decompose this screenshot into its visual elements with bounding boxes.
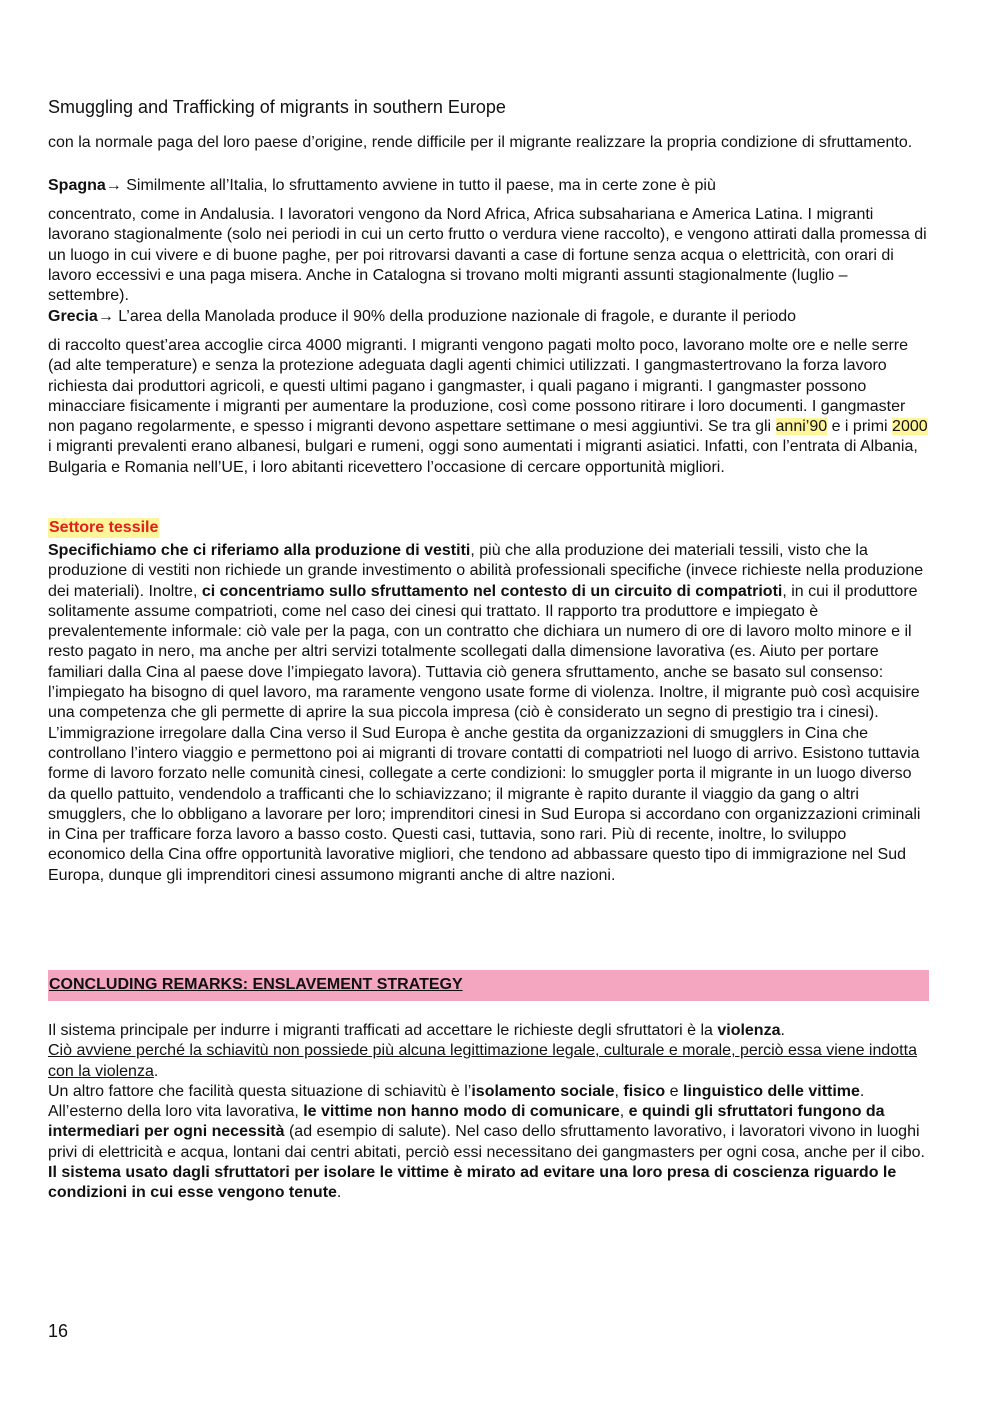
arrow-icon: → — [97, 308, 114, 325]
arrow-icon: → — [105, 177, 122, 194]
grecia-paragraph: di raccolto quest’area accoglie circa 4000 migranti. I migranti vengono pagati molto poco, lavorano molte ore e nelle serre (ad alte temperature) e senza la protezione adeguata dagli agenti chimici utilizzati. I gangmastertrovano la forza lavoro richiesta dai produttori agricoli, e questi ultimi pagano i gangmaster, i quali pagano i migranti. I gangmaster possono minacciare fisicamente i migranti per aumentare la produzione, così come possono ritirare i loro documenti. I gangmaster non pagano regolarmente, e spesso i migranti devono aspettare settimane o mesi aggiuntivi. Se tra gli anni’90 e i primi 2000 i migranti prevalenti erano albanesi, bulgari e rumeni, oggi sono aumentati i migranti asiatici. Infatti, con l’entrata di Albania, Bulgaria e Romania nell’UE, i loro abitanti ricevettero l’occasione di cercare opportunità migliori. — [48, 337, 928, 476]
spagna-label: Spagna — [48, 177, 106, 194]
underlined-sentence: Ciò avviene perché la schiavitù non possiede più alcuna legittimazione legale, culturale e morale, perciò essa viene indotta con la violenza — [48, 1042, 917, 1080]
running-header: Smuggling and Trafficking of migrants in southern Europe — [48, 97, 506, 117]
highlight-anni90: anni’90 — [775, 418, 828, 436]
page-number: 16 — [48, 1321, 69, 1341]
concluding-remarks-band — [48, 970, 929, 1001]
grecia-line: Grecia→ L’area della Manolada produce il 90% della produzione nazionale di fragole, e durante il periodo — [48, 308, 797, 325]
section-title-settore-tessile: Settore tessile — [49, 519, 159, 536]
spagna-paragraph: concentrato, come in Andalusia. I lavoratori vengono da Nord Africa, Africa subsahariana e America Latina. I migranti lavorano stagionalmente (solo nei periodi in cui un certo frutto o verdura viene raccolto), e vengono attirati dalla promessa di un luogo in cui vivere e di buone paghe, per poi ritrovarsi davanti a case di fortune senza acqua o elettricità, con orari di lavoro eccessivi e una paga misera. Anche in Catalogna si trovano molti migranti assunti stagionalmente (luglio – settembre). — [48, 206, 927, 305]
spagna-line: Spagna→ Similmente all’Italia, lo sfruttamento avviene in tutto il paese, ma in certe zone è più — [48, 177, 716, 194]
concluding-paragraph: Il sistema principale per indurre i migranti trafficati ad accettare le richieste degli sfruttatori è la violenza. Ciò avviene perché la schiavitù non possiede più alcuna legittimazione legale, culturale e morale, perciò essa viene indotta con la violenza. Un altro fattore che facilità questa situazione di schiavitù è l’isolamento sociale, fisico e linguistico delle vittime. All’esterno della loro vita lavorativa, le vittime non hanno modo di comunicare, e quindi gli sfruttatori fungono da intermediari per ogni necessità (ad esempio di salute). Nel caso dello sfruttamento lavorativo, i lavoratori vivono in luoghi privi di elettricità e acqua, lontani dai centri abitati, perciò essi necessitano dei gangmasters per ogni cosa, anche per il cibo. Il sistema usato dagli sfruttatori per isolare le vittime è mirato ad evitare una loro presa di coscienza riguardo le condizioni in cui esse vengono tenute. — [48, 1022, 925, 1202]
tessile-paragraph: Specifichiamo che ci riferiamo alla produzione di vestiti, più che alla produzione dei materiali tessili, visto che la produzione di vestiti non richiede un grande investimento o abilità professionali specifiche (invece richieste nella produzione dei materiali). Inoltre, ci concentriamo sullo sfruttamento nel contesto di un circuito di compatrioti, in cui il produttore solitamente assume compatrioti, come nel caso dei cinesi qui trattato. Il rapporto tra produttore e impiegato è prevalentemente informale: ciò vale per la paga, con un contratto che dichiara un numero di ore di lavoro molto minore e il resto pagato in nero, ma anche per altri servizi totalmente scollegati dalla dimensione lavorativa (es. Aiuto per portare familiari dalla Cina al paese dove l’impiegato lavora). Tuttavia ciò genera sfruttamento, anche se basato sul consenso: l’impiegato ha bisogno di quel lavoro, ma raramente vengono usate forme di violenza. Inoltre, il migrante può così acquisire una competenza che gli permette di aprire la sua piccola impresa (ciò è considerato un segno di prestigio tra i cinesi). L’immigrazione irregolare dalla Cina verso il Sud Europa è anche gestita da organizzazioni di smugglers in Cina che controllano l’intero viaggio e permettono poi ai migranti di trovare contatti di compatrioti nel luogo di arrivo. Esistono tuttavia forme di lavoro forzato nelle comunità cinesi, collegate a certe condizioni: lo smuggler porta il migrante in un luogo diverso da quello pattuito, vendendolo a trafficanti che lo schiavizzano; il migrante è rapito durante il viaggio da gang o altri smugglers, che lo obbligano a lavorare per loro; imprenditori cinesi in Sud Europa si accordano con organizzazioni criminali in Cina per trafficare forza lavoro a basso costo. Questi casi, tuttavia, sono rari. Più di recente, inoltre, lo sviluppo economico della Cina offre opportunità lavorative migliori, che tendono ad abbassare questo tipo di immigrazione nel Sud Europa, dunque gli imprenditori cinesi assumono migranti anche di altre nazioni. — [48, 542, 924, 884]
concluding-remarks-title: CONCLUDING REMARKS: ENSLAVEMENT STRATEGY — [49, 976, 463, 993]
paragraph-continuation: con la normale paga del loro paese d’origine, rende difficile per il migrante realizzare la propria condizione di sfruttamento. — [48, 134, 913, 151]
highlight-2000: 2000 — [892, 418, 928, 436]
grecia-label: Grecia — [48, 308, 98, 325]
